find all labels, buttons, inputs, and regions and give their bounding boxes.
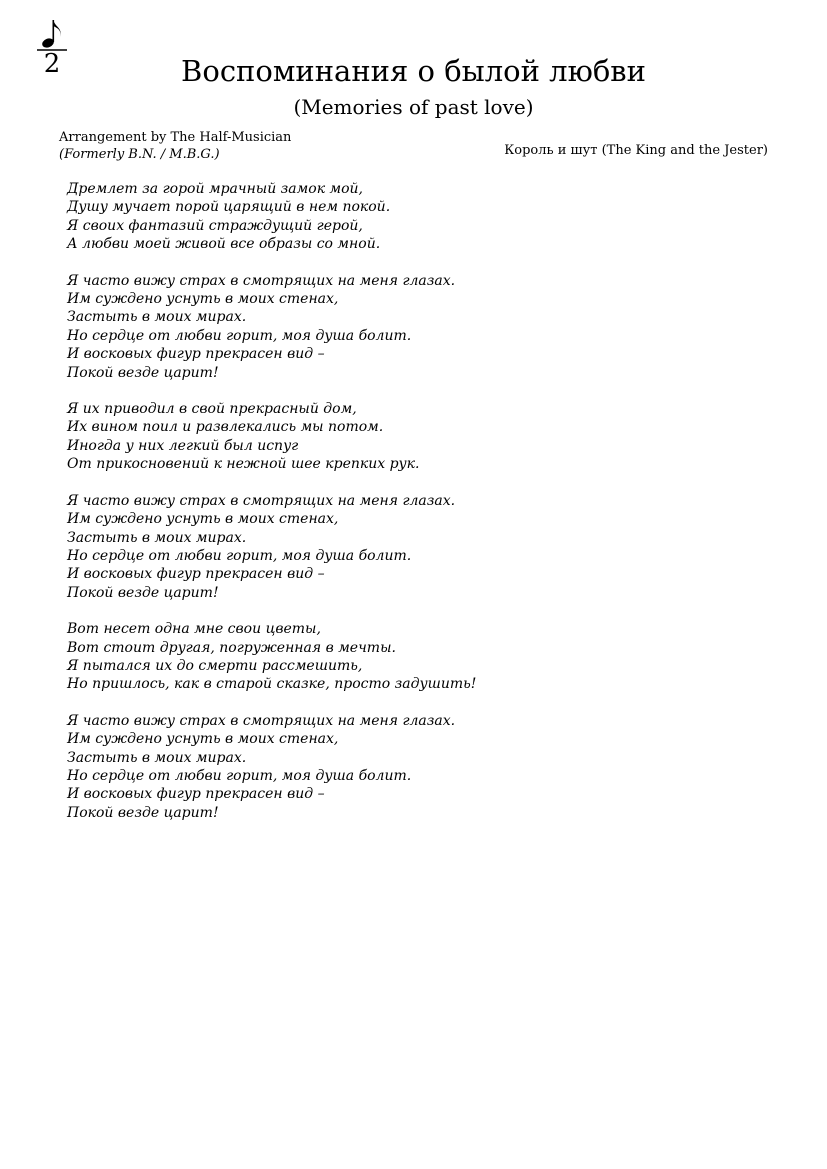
- lyric-line: Иногда у них легкий был испуг: [67, 437, 299, 454]
- lyric-line: Я часто вижу страх в смотрящих на меня глазах.: [67, 272, 456, 289]
- lyric-line: Я их приводил в свой прекрасный дом,: [67, 401, 357, 418]
- lyric-line: Я часто вижу страх в смотрящих на меня глазах.: [67, 712, 456, 729]
- stanza: [67, 400, 476, 474]
- lyric-line: И восковых фигур прекрасен вид –: [67, 566, 325, 583]
- stanza: [67, 492, 476, 602]
- lyric-line: Но пришлось, как в старой сказке, просто задушить!: [67, 676, 477, 693]
- song-subtitle: (Memories of past love): [293, 95, 534, 119]
- lyric-line: И восковых фигур прекрасен вид –: [67, 786, 325, 803]
- artist-credit: Король и шут (The King and the Jester): [504, 143, 768, 158]
- stanza: [67, 712, 476, 822]
- lyric-line: Застыть в моих мирах.: [67, 529, 247, 546]
- lyric-line: Я своих фантазий страждущий герой,: [67, 217, 363, 234]
- lyric-line: Им суждено уснуть в моих стенах,: [67, 511, 339, 528]
- lyrics: [67, 180, 476, 840]
- lyric-line: Вот несет одна мне свои цветы,: [67, 621, 321, 638]
- credits: [59, 129, 291, 163]
- stanza: [67, 272, 476, 382]
- lyric-line: Но сердце от любви горит, моя душа болит.: [67, 547, 412, 564]
- lyric-line: Им суждено уснуть в моих стенах,: [67, 291, 339, 308]
- former-names: (Formerly B.N. / M.B.G.): [59, 147, 220, 162]
- lyric-line: Покой везде царит!: [67, 804, 219, 821]
- eighth-note-icon: [36, 18, 72, 52]
- stanza: [67, 180, 476, 254]
- arrangement-credit: Arrangement by The Half-Musician: [59, 130, 292, 145]
- lyric-line: Застыть в моих мирах.: [67, 309, 247, 326]
- lyric-line: Им суждено уснуть в моих стенах,: [67, 731, 339, 748]
- lyric-line: От прикосновений к нежной шее крепких рук.: [67, 456, 420, 473]
- song-title: Воспоминания о былой любви: [181, 54, 646, 88]
- lyric-line: Я пытался их до смерти рассмешить,: [67, 657, 363, 674]
- lyric-line: Дремлет за горой мрачный замок мой,: [67, 181, 364, 197]
- lyric-line: Покой везде царит!: [67, 584, 219, 601]
- lyric-line: И восковых фигур прекрасен вид –: [67, 346, 325, 363]
- lyric-line: Их вином поил и развлекались мы потом.: [67, 419, 384, 436]
- stanza: [67, 620, 476, 694]
- logo-number: 2: [43, 49, 61, 79]
- lyric-line: Вот стоит другая, погруженная в мечты.: [67, 639, 396, 656]
- lyric-line: А любви моей живой все образы со мной.: [67, 236, 381, 253]
- lyric-line: Покой везде царит!: [67, 364, 219, 381]
- lyric-line: Застыть в моих мирах.: [67, 749, 247, 766]
- lyric-line: Но сердце от любви горит, моя душа болит.: [67, 327, 412, 344]
- lyric-line: Душу мучает порой царящий в нем покой.: [67, 199, 391, 216]
- lyric-line: Я часто вижу страх в смотрящих на меня глазах.: [67, 492, 456, 509]
- lyric-line: Но сердце от любви горит, моя душа болит.: [67, 767, 412, 784]
